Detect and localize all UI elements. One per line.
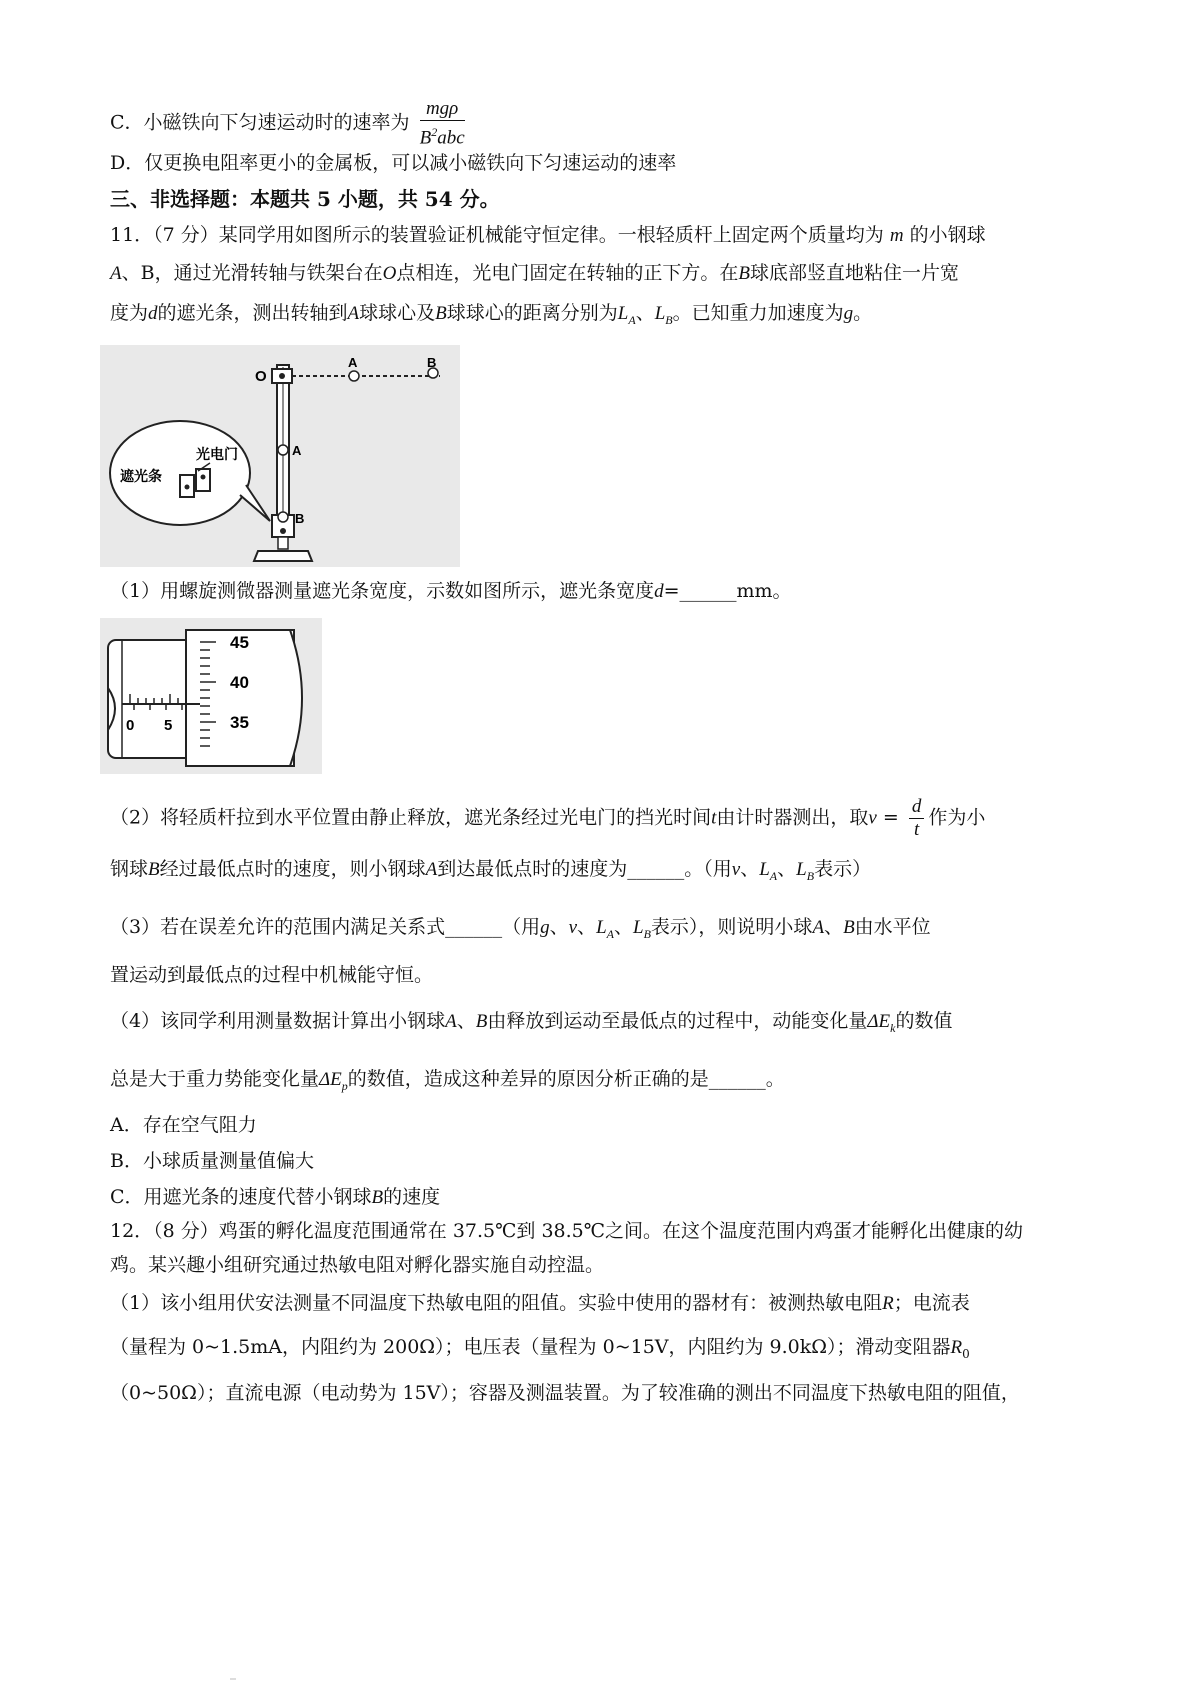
option-c-prev: C．小磁铁向下匀速运动时的速率为 $\frac{\text{mgρ}}{B^2abc}$: [110, 98, 465, 149]
q11-sub4-line1: （4）该同学利用测量数据计算出小钢球A、B由释放到运动至最低点的过程中，动能变化量$\Delta E_k$的数值: [110, 1010, 953, 1035]
q11-option-b: B．小球质量测量值偏大: [110, 1150, 314, 1172]
gate-label: 光电门: [196, 446, 238, 462]
sleeve-0: 0: [126, 717, 135, 734]
q12-line3: （1）该小组用伏安法测量不同温度下热敏电阻的阻值。实验中使用的器材有：被测热敏电阻R；电流表: [110, 1292, 970, 1314]
thimble-35: 35: [230, 713, 249, 732]
micrometer-figure: [100, 618, 322, 774]
label-a-top: A: [348, 355, 358, 370]
section-heading: 三、非选择题：本题共 5 小题，共 54 分。: [110, 187, 500, 211]
q12-line5: （0~50Ω）；直流电源（电动势为 15V）；容器及测温装置。为了较准确的测出不同温度下热敏电阻的阻值，: [110, 1382, 1020, 1404]
option-d-prev: D．仅更换电阻率更小的金属板，可以减小磁铁向下匀速运动的速率: [110, 152, 677, 174]
micrometer-diagram: [100, 618, 322, 774]
apparatus-figure: [100, 345, 460, 567]
speed-fraction: $\frac{\text{mgρ}}{B^2abc}$: [419, 98, 465, 149]
q11-sub3-line1: （3）若在误差允许的范围内满足关系式______（用g、v、$L_A$、$L_B$表示），则说明小球A、B由水平位: [110, 916, 931, 941]
q11-line2: A、B，通过光滑转轴与铁架台在O点相连，光电门固定在转轴的正下方。在B球底部竖直地粘住一片宽: [110, 262, 959, 284]
thimble-45: 45: [230, 633, 249, 652]
page-mark: [230, 1678, 236, 1680]
v-fraction: $\frac{d}{t}$: [909, 796, 925, 841]
q12-line2: 鸡。某兴趣小组研究通过热敏电阻对孵化器实施自动控温。: [110, 1254, 605, 1276]
strip-label: 遮光条: [120, 468, 162, 484]
apparatus-diagram: [100, 345, 460, 567]
q11-sub3-line2: 置运动到最低点的过程中机械能守恒。: [110, 964, 434, 986]
q11-option-c: C．用遮光条的速度代替小钢球B的速度: [110, 1186, 441, 1208]
q11-sub2-line1: （2）将轻质杆拉到水平位置由静止释放，遮光条经过光电门的挡光时间t由计时器测出，取v = $\frac{d}{t}$ 作为小: [110, 796, 986, 840]
thimble-40: 40: [230, 673, 249, 692]
q12-line1: 12．（8 分）鸡蛋的孵化温度范围通常在 37.5℃到 38.5℃之间。在这个温度范围内鸡蛋才能孵化出健康的幼: [110, 1220, 1024, 1242]
q11-line3: 度为d的遮光条，测出转轴到A球球心及B球球心的距离分别为$L_A$、$L_B$。已知重力加速度为g。: [110, 302, 873, 327]
sleeve-5: 5: [164, 717, 173, 734]
label-b-top: B: [427, 355, 437, 370]
label-b: B: [295, 511, 305, 526]
q11-sub2-line2: 钢球B经过最低点时的速度，则小钢球A到达最低点时的速度为______。（用v、$L_A$、$L_B$表示）: [110, 858, 872, 883]
q11-option-a: A．存在空气阻力: [110, 1114, 257, 1136]
q11-sub4-line2: 总是大于重力势能变化量$\Delta E_p$的数值，造成这种差异的原因分析正确的是______。: [110, 1068, 785, 1093]
q11-line1: 11．（7 分）某同学用如图所示的装置验证机械能守恒定律。一根轻质杆上固定两个质量均为 m 的小钢球: [110, 224, 986, 246]
q11-sub1: （1）用螺旋测微器测量遮光条宽度，示数如图所示，遮光条宽度d=______mm。: [110, 580, 792, 602]
q12-line4: （量程为 0~1.5mA，内阻约为 200Ω）；电压表（量程为 0~15V，内阻约为 9.0kΩ）；滑动变阻器$R_0$: [110, 1336, 970, 1361]
label-o: O: [255, 368, 267, 385]
label-a: A: [292, 443, 302, 458]
